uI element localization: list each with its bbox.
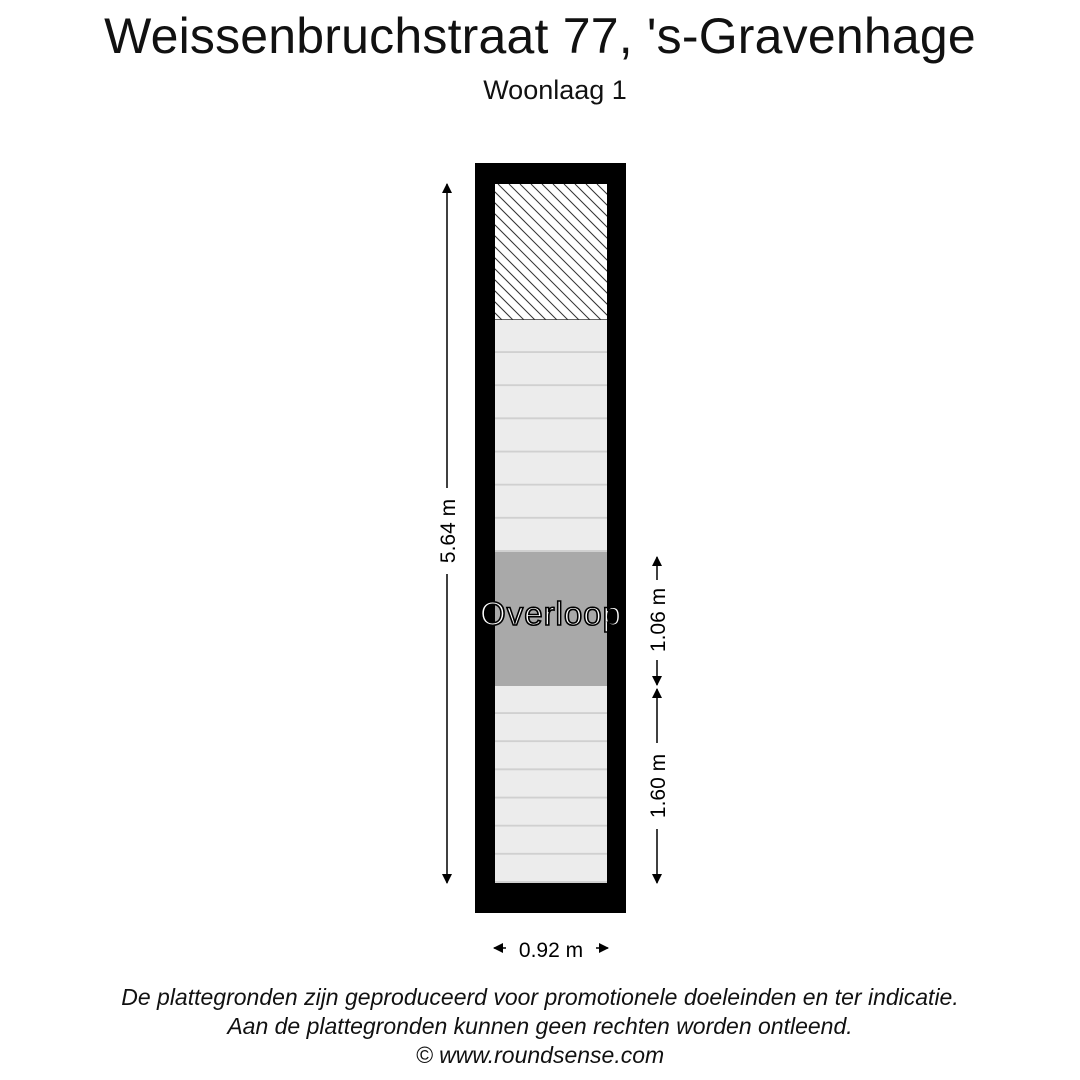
lower-stair-flight bbox=[495, 686, 607, 883]
stair-tread bbox=[495, 519, 607, 552]
stair-tread bbox=[495, 827, 607, 855]
stair-tread bbox=[495, 686, 607, 714]
stair-tread bbox=[495, 799, 607, 827]
stair-tread bbox=[495, 353, 607, 386]
stair-tread bbox=[495, 742, 607, 770]
upper-stair-flight bbox=[495, 320, 607, 552]
disclaimer-footer bbox=[0, 983, 1080, 1070]
disclaimer-line-2: Aan de plattegronden kunnen geen rechten worden ontleend. bbox=[227, 1013, 853, 1039]
page-title: Weissenbruchstraat 77, 's-Gravenhage bbox=[104, 8, 976, 64]
hatch-line bbox=[608, 184, 744, 320]
stair-tread bbox=[495, 320, 607, 353]
hatch-line bbox=[355, 184, 491, 320]
stair-tread bbox=[495, 855, 607, 883]
stair-tread bbox=[495, 386, 607, 419]
room-label-overloop: Overloop bbox=[480, 595, 622, 632]
landing-dimension-label: 1.06 m bbox=[647, 587, 670, 653]
stair-tread bbox=[495, 714, 607, 742]
stair-tread bbox=[495, 419, 607, 452]
width-dimension-label: 0.92 m bbox=[518, 939, 584, 962]
lower-stair-dimension-label: 1.60 m bbox=[647, 753, 670, 819]
total-length-label: 5.64 m bbox=[437, 498, 460, 564]
hatch-line bbox=[619, 184, 755, 320]
stair-tread bbox=[495, 486, 607, 519]
disclaimer-line-1: De plattegronden zijn geproduceerd voor promotionele doeleinden en ter indicatie. bbox=[121, 984, 959, 1010]
copyright-line: © www.roundsense.com bbox=[415, 1042, 665, 1068]
stair-tread bbox=[495, 770, 607, 798]
floor-level-subtitle: Woonlaag 1 bbox=[483, 75, 627, 105]
stair-tread bbox=[495, 453, 607, 486]
